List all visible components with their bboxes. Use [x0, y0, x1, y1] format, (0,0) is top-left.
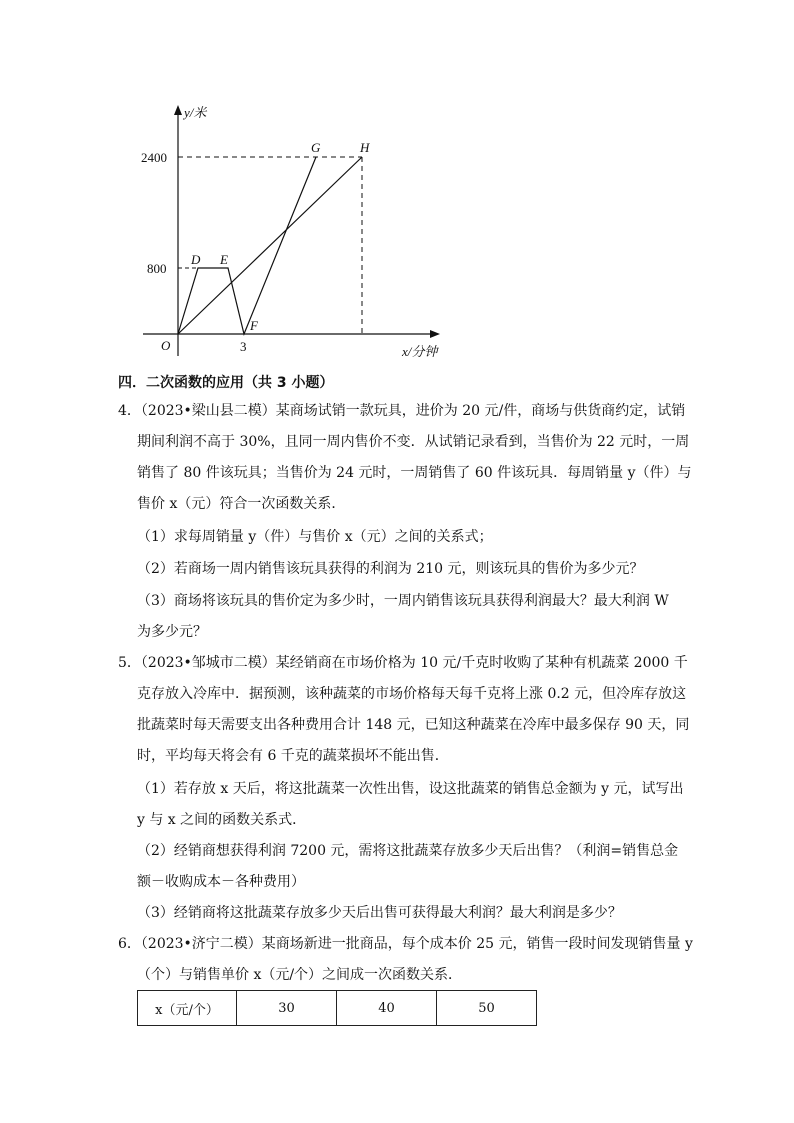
- problem-5-line-2: 克存放入冷库中．据预测，该种蔬菜的市场价格每天每千克将上涨 0.2 元，但冷库存放这: [137, 686, 687, 702]
- table-cell: 30: [237, 991, 337, 1026]
- problem-4-line-3: 销售了 80 件该玩具；当售价为 24 元时，一周销售了 60 件该玩具．每周销量 y（件）与: [137, 465, 692, 481]
- problem-6-line-1: 6．（2023•济宁二模）某商场新进一批商品，每个成本价 25 元，销售一段时间发现销售量 y: [118, 936, 693, 952]
- y-tick-2400: 2400: [141, 150, 167, 165]
- problem-5-line-4: 时，平均每天将会有 6 千克的蔬菜损坏不能出售．: [137, 748, 449, 764]
- x-axis-arrow: [430, 330, 440, 338]
- distance-time-graph: [0, 0, 794, 370]
- problem-5-part-2: （2）经销商想获得利润 7200 元，需将这批蔬菜存放多少天后出售？（利润=销售总金: [137, 843, 679, 859]
- problem-5-part-2-cont: 额－收购成本－各种费用）: [137, 874, 305, 890]
- x-axis-label: x/分钟: [402, 344, 438, 359]
- x-tick-3: 3: [240, 339, 247, 354]
- problem-4-part-1: （1）求每周销量 y（件）与售价 x（元）之间的关系式；: [137, 529, 493, 545]
- y-tick-800: 800: [147, 261, 167, 276]
- problem-4-line-4: 售价 x（元）符合一次函数关系．: [137, 496, 346, 512]
- problem-5-part-1: （1）若存放 x 天后，将这批蔬菜一次性出售，设这批蔬菜的销售总金额为 y 元，试写出: [137, 781, 684, 797]
- point-label-e: E: [220, 252, 228, 267]
- path-oh: [178, 157, 362, 334]
- table-row: [138, 991, 537, 1026]
- point-label-d: D: [191, 252, 201, 267]
- problem-4-line-2: 期间利润不高于 30%，且同一周内售价不变．从试销记录看到，当售价为 22 元时，一周: [137, 434, 690, 450]
- problem-4-part-3-cont: 为多少元？: [137, 624, 207, 640]
- section-title: 四．二次函数的应用（共 3 小题）: [118, 375, 334, 391]
- problem-4-part-2: （2）若商场一周内销售该玩具获得的利润为 210 元，则该玩具的售价为多少元？: [137, 561, 644, 577]
- point-label-h: H: [360, 140, 370, 155]
- origin-label: O: [161, 338, 171, 353]
- y-axis-arrow: [174, 105, 182, 115]
- problem-5-line-1: 5．（2023•邹城市二模）某经销商在市场价格为 10 元/千克时收购了某种有机蔬菜 2000 千: [118, 655, 688, 671]
- y-axis-label: y/米: [184, 105, 207, 120]
- problem-5-part-3: （3）经销商将这批蔬菜存放多少天后出售可获得最大利润？最大利润是多少？: [137, 905, 622, 921]
- table-cell: 40: [337, 991, 437, 1026]
- problem-5-line-3: 批蔬菜时每天需要支出各种费用合计 148 元，已知这种蔬菜在冷库中最多保存 90 天，同: [137, 717, 690, 733]
- table-header-x: x（元/个）: [138, 991, 237, 1026]
- table-cell: 50: [437, 991, 537, 1026]
- price-table: [137, 990, 537, 1026]
- problem-4-line-1: 4．（2023•梁山县二模）某商场试销一款玩具，进价为 20 元/件，商场与供货商约定，试销: [118, 403, 686, 419]
- point-label-f: F: [250, 318, 258, 333]
- point-label-g: G: [311, 140, 321, 155]
- problem-5-part-1-cont: y 与 x 之间的函数关系式．: [137, 812, 307, 828]
- problem-4-part-3: （3）商场将该玩具的售价定为多少时，一周内销售该玩具获得利润最大？最大利润 W: [137, 593, 669, 609]
- path-odefg: [178, 157, 316, 334]
- problem-6-line-2: （个）与销售单价 x（元/个）之间成一次函数关系．: [137, 967, 463, 983]
